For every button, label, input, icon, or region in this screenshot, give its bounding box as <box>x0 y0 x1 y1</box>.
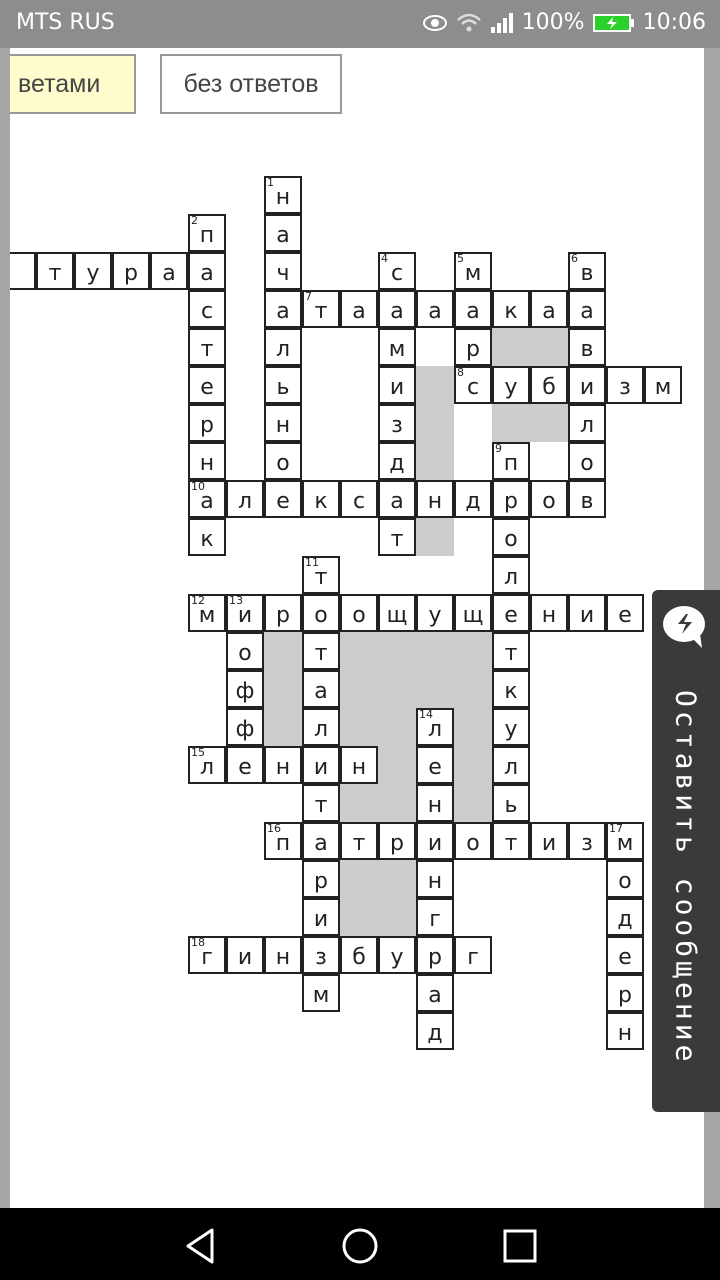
cell-letter: л <box>503 564 519 590</box>
crossword-cell[interactable] <box>454 366 492 404</box>
crossword-cell[interactable] <box>492 632 530 670</box>
cell-letter: с <box>352 488 366 514</box>
crossword-cell[interactable] <box>302 898 340 936</box>
cell-letter: а <box>200 488 214 514</box>
crossword-cell[interactable] <box>416 480 454 518</box>
crossword-cell[interactable] <box>264 442 302 480</box>
cell-letter: т <box>48 260 62 286</box>
crossword-cell[interactable] <box>378 404 416 442</box>
crossword-cell[interactable] <box>492 670 530 708</box>
crossword-cell[interactable] <box>302 746 340 784</box>
cell-letter: о <box>504 526 518 552</box>
crossword-cell[interactable] <box>606 594 644 632</box>
crossword-cell[interactable] <box>188 746 226 784</box>
cell-letter: к <box>200 526 214 552</box>
clue-number: 6 <box>571 252 578 265</box>
crossword-cell[interactable] <box>264 822 302 860</box>
clue-number: 2 <box>191 214 198 227</box>
cell-letter: н <box>427 488 443 514</box>
crossword-cell[interactable] <box>606 974 644 1012</box>
cell-letter: а <box>428 298 442 324</box>
crossword-cell[interactable] <box>302 936 340 974</box>
shaded-block <box>530 404 568 442</box>
cell-letter: к <box>504 298 518 324</box>
crossword-cell[interactable] <box>302 974 340 1012</box>
cell-letter: и <box>579 374 595 400</box>
crossword-cell[interactable] <box>530 480 568 518</box>
crossword-cell[interactable] <box>568 480 606 518</box>
clue-number: 4 <box>381 252 388 265</box>
clue-number: 18 <box>191 936 205 949</box>
cell-letter: п <box>275 830 291 856</box>
crossword-cell[interactable] <box>188 480 226 518</box>
cell-letter: с <box>200 298 214 324</box>
cell-letter: р <box>618 982 632 1008</box>
cell-letter: у <box>504 374 518 400</box>
crossword-cell[interactable] <box>530 290 568 328</box>
crossword-cell[interactable] <box>264 176 302 214</box>
crossword-cell[interactable] <box>340 822 378 860</box>
crossword-cell[interactable] <box>492 708 530 746</box>
chat-bubble-icon <box>662 600 710 650</box>
crossword-cell[interactable] <box>492 556 530 594</box>
crossword-cell[interactable] <box>378 290 416 328</box>
crossword-cell[interactable] <box>454 936 492 974</box>
status-icons <box>422 10 706 35</box>
cell-letter: л <box>313 716 329 742</box>
cell-letter: в <box>580 336 594 362</box>
crossword-cell[interactable] <box>568 328 606 366</box>
crossword-cell[interactable] <box>340 480 378 518</box>
cell-letter: п <box>503 450 519 476</box>
crossword-cell[interactable] <box>188 290 226 328</box>
cell-letter: и <box>389 374 405 400</box>
cell-letter: р <box>504 488 518 514</box>
cell-letter: т <box>314 564 328 590</box>
crossword-cell[interactable] <box>188 214 226 252</box>
leave-message-tab[interactable] <box>652 590 720 1112</box>
crossword-cell[interactable] <box>378 594 416 632</box>
cell-letter: ь <box>276 374 290 400</box>
crossword-cell[interactable] <box>226 936 264 974</box>
cell-letter: е <box>504 602 518 628</box>
cell-letter: и <box>313 754 329 780</box>
clue-number: 8 <box>457 366 464 379</box>
crossword-cell[interactable] <box>226 632 264 670</box>
crossword-cell[interactable] <box>188 404 226 442</box>
cell-letter: з <box>391 412 403 438</box>
cell-letter: к <box>504 678 518 704</box>
crossword-cell[interactable] <box>378 328 416 366</box>
crossword-cell[interactable] <box>340 746 378 784</box>
crossword-cell[interactable] <box>340 936 378 974</box>
crossword-cell[interactable] <box>568 366 606 404</box>
cell-letter: а <box>314 830 328 856</box>
cell-letter: н <box>541 602 557 628</box>
crossword-cell[interactable] <box>340 290 378 328</box>
cell-letter: л <box>579 412 595 438</box>
crossword-cell[interactable] <box>226 746 264 784</box>
crossword-cell[interactable] <box>302 556 340 594</box>
clue-number: 11 <box>305 556 319 569</box>
cell-letter: н <box>199 450 215 476</box>
cell-letter: б <box>352 944 366 970</box>
cell-letter: м <box>464 260 482 286</box>
cell-letter: л <box>275 336 291 362</box>
crossword-cell[interactable] <box>74 252 112 290</box>
cell-letter: н <box>275 184 291 210</box>
crossword-cell[interactable] <box>606 366 644 404</box>
crossword-cell[interactable] <box>378 366 416 404</box>
cell-letter: з <box>581 830 593 856</box>
crossword-cell[interactable] <box>492 366 530 404</box>
cell-letter: е <box>428 754 442 780</box>
clue-number: 14 <box>419 708 433 721</box>
cell-letter: о <box>276 450 290 476</box>
crossword-cell[interactable] <box>226 708 264 746</box>
crossword-cell[interactable] <box>492 746 530 784</box>
cell-letter: о <box>314 602 328 628</box>
crossword-cell[interactable] <box>188 936 226 974</box>
crossword-cell[interactable] <box>530 822 568 860</box>
cell-letter: к <box>314 488 328 514</box>
crossword-cell[interactable] <box>454 480 492 518</box>
crossword-cell[interactable] <box>454 328 492 366</box>
cell-letter: и <box>427 830 443 856</box>
crossword-cell[interactable] <box>264 214 302 252</box>
shaded-block <box>340 860 416 936</box>
crossword-cell[interactable] <box>302 632 340 670</box>
crossword-cell[interactable] <box>226 594 264 632</box>
leave-message-label: Оставить сообщение <box>669 690 703 1066</box>
cell-letter: г <box>201 944 213 970</box>
crossword-cell[interactable] <box>416 1012 454 1050</box>
crossword-cell[interactable] <box>568 290 606 328</box>
status-bar <box>0 0 720 48</box>
cell-letter: а <box>390 298 404 324</box>
crossword-cell[interactable] <box>378 822 416 860</box>
carrier-label: MTS RUS <box>16 10 115 35</box>
cell-letter: и <box>579 602 595 628</box>
crossword-cell[interactable] <box>492 784 530 822</box>
crossword-cell[interactable] <box>454 252 492 290</box>
cell-letter: т <box>314 298 328 324</box>
cell-letter: т <box>390 526 404 552</box>
crossword-cell[interactable] <box>302 594 340 632</box>
crossword-cell[interactable] <box>112 252 150 290</box>
crossword-cell[interactable] <box>264 252 302 290</box>
cell-letter: е <box>618 602 632 628</box>
cell-letter: щ <box>386 602 408 628</box>
crossword-cell[interactable] <box>302 480 340 518</box>
cell-letter: а <box>352 298 366 324</box>
crossword-cell[interactable] <box>226 670 264 708</box>
cell-letter: д <box>617 906 633 932</box>
cell-letter: а <box>162 260 176 286</box>
navigation-bar <box>0 1208 720 1280</box>
cell-letter: р <box>428 944 442 970</box>
crossword-cell[interactable] <box>264 746 302 784</box>
cell-letter: у <box>504 716 518 742</box>
crossword-grid <box>10 48 704 1208</box>
cell-letter: р <box>466 336 480 362</box>
crossword-cell[interactable] <box>264 936 302 974</box>
crossword-cell[interactable] <box>302 822 340 860</box>
with-answers-button[interactable]: ветами <box>10 54 136 114</box>
crossword-cell[interactable] <box>416 290 454 328</box>
cell-letter: в <box>580 260 594 286</box>
cell-letter: м <box>654 374 672 400</box>
without-answers-button[interactable]: без ответов <box>160 54 342 114</box>
clock: 10:06 <box>642 10 706 35</box>
crossword-cell[interactable] <box>568 252 606 290</box>
crossword-cell[interactable] <box>644 366 682 404</box>
crossword-cell[interactable] <box>378 480 416 518</box>
shaded-block <box>264 632 302 746</box>
crossword-cell[interactable] <box>302 670 340 708</box>
home-icon[interactable] <box>340 1226 380 1266</box>
crossword-cell[interactable] <box>416 860 454 898</box>
cell-letter: е <box>276 488 290 514</box>
back-icon[interactable] <box>180 1226 220 1266</box>
crossword-cell[interactable] <box>416 594 454 632</box>
cell-letter: д <box>427 1020 443 1046</box>
cell-letter: з <box>619 374 631 400</box>
eye-icon <box>422 13 448 33</box>
cell-letter: а <box>314 678 328 704</box>
cell-letter: р <box>314 868 328 894</box>
crossword-cell[interactable] <box>568 442 606 480</box>
crossword-cell[interactable] <box>264 366 302 404</box>
cell-letter: а <box>580 298 594 324</box>
crossword-cell[interactable] <box>378 252 416 290</box>
battery-percent: 100% <box>521 10 585 35</box>
crossword-cell[interactable] <box>264 480 302 518</box>
cell-letter: н <box>275 754 291 780</box>
cell-letter: т <box>504 640 518 666</box>
cell-letter: н <box>617 1020 633 1046</box>
cell-letter: о <box>238 640 252 666</box>
crossword-cell[interactable] <box>302 860 340 898</box>
clue-number: 5 <box>457 252 464 265</box>
cell-letter: н <box>427 792 443 818</box>
crossword-cell[interactable] <box>226 480 264 518</box>
cell-letter: р <box>124 260 138 286</box>
cell-letter: д <box>465 488 481 514</box>
crossword-cell[interactable] <box>492 442 530 480</box>
crossword-cell[interactable] <box>530 594 568 632</box>
crossword-page <box>10 48 704 1208</box>
cell-letter: н <box>427 868 443 894</box>
crossword-cell[interactable] <box>568 404 606 442</box>
crossword-cell[interactable] <box>264 328 302 366</box>
cell-letter: е <box>618 944 632 970</box>
crossword-cell[interactable] <box>492 290 530 328</box>
cell-letter: л <box>503 754 519 780</box>
cell-letter: л <box>427 716 443 742</box>
crossword-cell[interactable] <box>10 252 36 290</box>
cell-letter: м <box>616 830 634 856</box>
crossword-cell[interactable] <box>530 366 568 404</box>
cell-letter: а <box>390 488 404 514</box>
cell-letter: з <box>315 944 327 970</box>
cell-letter: у <box>86 260 100 286</box>
cell-letter: г <box>467 944 479 970</box>
crossword-cell[interactable] <box>416 936 454 974</box>
signal-icon <box>490 12 514 34</box>
cell-letter: и <box>313 906 329 932</box>
crossword-cell[interactable] <box>264 594 302 632</box>
cell-letter: т <box>200 336 214 362</box>
crossword-cell[interactable] <box>606 898 644 936</box>
clue-number: 9 <box>495 442 502 455</box>
cell-letter: о <box>542 488 556 514</box>
cell-letter: е <box>200 374 214 400</box>
cell-letter: о <box>466 830 480 856</box>
crossword-cell[interactable] <box>302 708 340 746</box>
cell-letter: т <box>314 640 328 666</box>
crossword-cell[interactable] <box>606 1012 644 1050</box>
cell-letter: л <box>237 488 253 514</box>
cell-letter: у <box>390 944 404 970</box>
crossword-cell[interactable] <box>606 936 644 974</box>
cell-letter: н <box>351 754 367 780</box>
cell-letter: е <box>238 754 252 780</box>
cell-letter: г <box>429 906 441 932</box>
cell-letter: а <box>542 298 556 324</box>
crossword-cell[interactable] <box>378 518 416 556</box>
crossword-cell[interactable] <box>302 290 340 328</box>
crossword-cell[interactable] <box>264 290 302 328</box>
cell-letter: п <box>199 222 215 248</box>
cell-letter: м <box>388 336 406 362</box>
cell-letter: т <box>352 830 366 856</box>
crossword-cell[interactable] <box>188 442 226 480</box>
crossword-cell[interactable] <box>36 252 74 290</box>
cell-letter: ь <box>504 792 518 818</box>
crossword-cell[interactable] <box>264 404 302 442</box>
crossword-cell[interactable] <box>188 328 226 366</box>
crossword-cell[interactable] <box>340 594 378 632</box>
crossword-cell[interactable] <box>492 594 530 632</box>
crossword-cell[interactable] <box>568 594 606 632</box>
clue-number: 10 <box>191 480 205 493</box>
clue-number: 16 <box>267 822 281 835</box>
crossword-cell[interactable] <box>606 860 644 898</box>
cell-letter: щ <box>462 602 484 628</box>
clue-number: 17 <box>609 822 623 835</box>
cell-letter: р <box>390 830 404 856</box>
crossword-cell[interactable] <box>188 594 226 632</box>
clue-number: 1 <box>267 176 274 189</box>
crossword-cell[interactable] <box>378 442 416 480</box>
cell-letter: ф <box>235 716 255 742</box>
cell-letter: о <box>352 602 366 628</box>
cell-letter: и <box>237 602 253 628</box>
clue-number: 13 <box>229 594 243 607</box>
cell-letter: с <box>390 260 404 286</box>
crossword-cell[interactable] <box>188 518 226 556</box>
crossword-cell[interactable] <box>416 708 454 746</box>
crossword-cell[interactable] <box>492 822 530 860</box>
crossword-cell[interactable] <box>302 784 340 822</box>
cell-letter: а <box>200 260 214 286</box>
crossword-cell[interactable] <box>416 746 454 784</box>
cell-letter: с <box>466 374 480 400</box>
crossword-cell[interactable] <box>150 252 188 290</box>
clue-number: 7 <box>305 290 312 303</box>
cell-letter: ч <box>276 260 290 286</box>
crossword-cell[interactable] <box>454 594 492 632</box>
cell-letter: д <box>389 450 405 476</box>
cell-letter: б <box>542 374 556 400</box>
cell-letter: о <box>580 450 594 476</box>
cell-letter: а <box>276 222 290 248</box>
wifi-icon <box>456 12 482 34</box>
crossword-cell[interactable] <box>492 480 530 518</box>
crossword-cell[interactable] <box>454 290 492 328</box>
cell-letter: р <box>200 412 214 438</box>
cell-letter: н <box>275 412 291 438</box>
crossword-cell[interactable] <box>416 974 454 1012</box>
cell-letter: м <box>198 602 216 628</box>
cell-letter: в <box>580 488 594 514</box>
cell-letter: л <box>199 754 215 780</box>
cell-letter: у <box>428 602 442 628</box>
cell-letter: а <box>466 298 480 324</box>
clue-number: 12 <box>191 594 205 607</box>
cell-letter: и <box>237 944 253 970</box>
cell-letter: н <box>275 944 291 970</box>
crossword-cell[interactable] <box>492 518 530 556</box>
crossword-cell[interactable] <box>188 366 226 404</box>
crossword-cell[interactable] <box>454 822 492 860</box>
battery-icon <box>593 13 635 33</box>
cell-letter: т <box>504 830 518 856</box>
cell-letter: р <box>276 602 290 628</box>
cell-letter: а <box>428 982 442 1008</box>
cell-letter: ф <box>235 678 255 704</box>
crossword-cell[interactable] <box>416 822 454 860</box>
cell-letter: о <box>618 868 632 894</box>
crossword-cell[interactable] <box>568 822 606 860</box>
crossword-cell[interactable] <box>378 936 416 974</box>
crossword-cell[interactable] <box>416 784 454 822</box>
cell-letter: т <box>314 792 328 818</box>
recents-icon[interactable] <box>500 1226 540 1266</box>
crossword-cell[interactable] <box>606 822 644 860</box>
cell-letter: и <box>541 830 557 856</box>
crossword-cell[interactable] <box>416 898 454 936</box>
cell-letter: м <box>312 982 330 1008</box>
cell-letter: а <box>276 298 290 324</box>
clue-number: 15 <box>191 746 205 759</box>
crossword-cell[interactable] <box>188 252 226 290</box>
